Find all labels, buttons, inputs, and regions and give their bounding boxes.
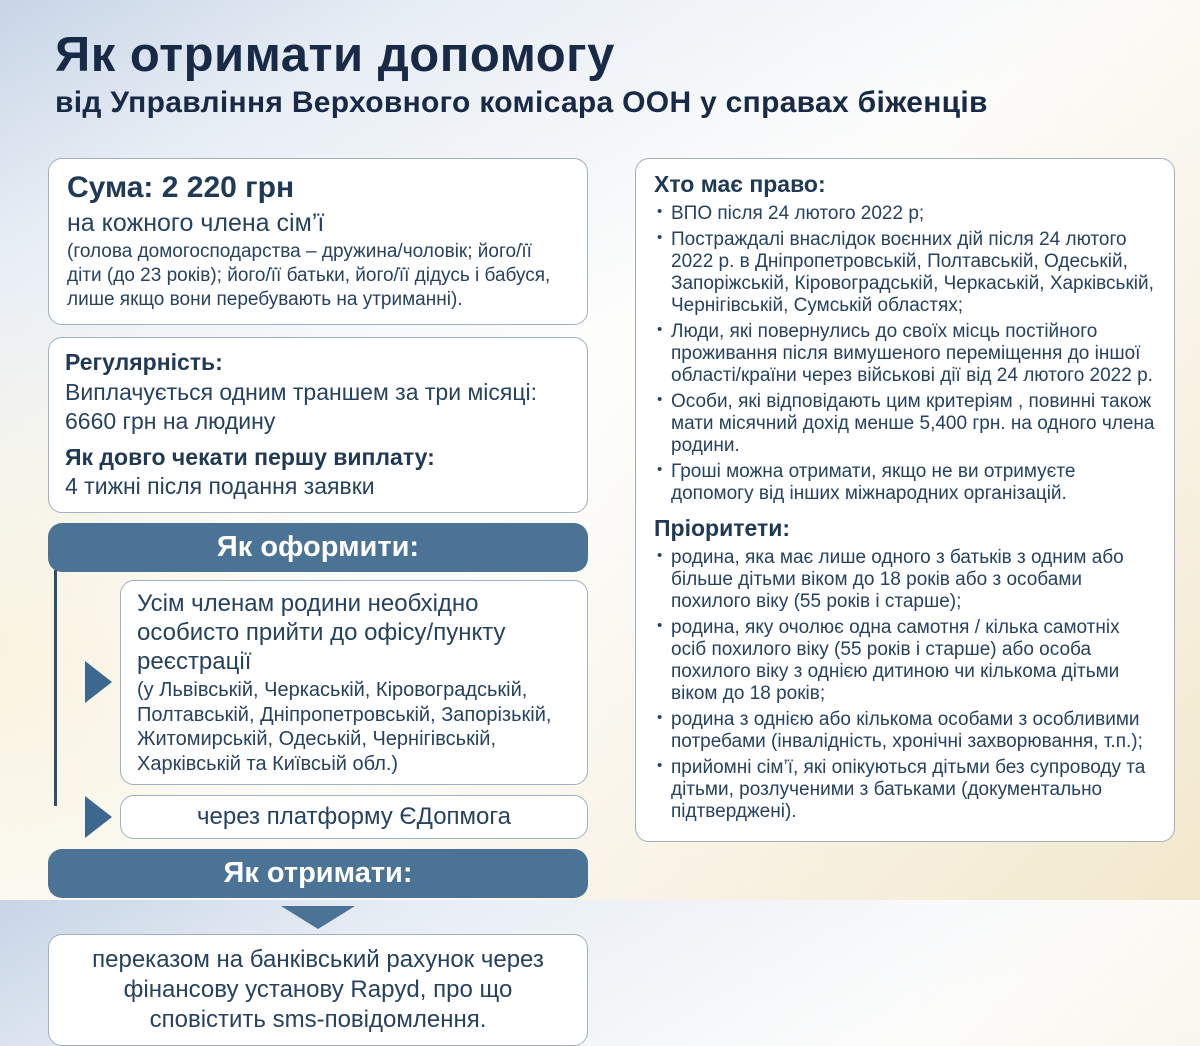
priority-item: • родина, яку очолює одна самотня / кілька самотніх осіб похилого віку (55 років і старше) або особа похилого віку з однією дитиною чи кількома дітьми віком до 18 років; bbox=[654, 617, 1156, 705]
apply-step2-card: через платформу ЄДопмога bbox=[120, 795, 588, 839]
left-column bbox=[48, 158, 588, 1046]
eligibility-heading: Хто має право: bbox=[654, 171, 826, 197]
right-panel bbox=[635, 158, 1175, 842]
eligibility-item: • Люди, які повернулись до своїх місць постійного проживання після вимушеного переміщення до іншої області/країни через військові дії від 24 лютого 2022 р. bbox=[654, 321, 1156, 387]
apply-step1-main: Усім членам родини необхідно особисто прийти до офісу/пункту реєстрації bbox=[137, 589, 506, 676]
regularity-card bbox=[48, 337, 588, 512]
priority-item: • родина, яка має лише одного з батьків з одним або більше дітьми віком до 18 років або з особами похилого віку (55 років і старше); bbox=[654, 547, 1156, 613]
eligibility-item: • Гроші можна отримати, якщо не ви отримуєте допомогу від інших міжнародних організацій. bbox=[654, 461, 1156, 505]
header bbox=[55, 30, 1165, 119]
amount-note: (голова домогосподарства – дружина/чоловік; його/її діти (до 23 років); його/її батьки, його/її дідусь і бабуся, лише якщо вони перебувають на утриманні). bbox=[67, 241, 551, 311]
amount-title: Сума: 2 220 грн bbox=[67, 171, 295, 204]
amount-subtitle: на кожного члена сім’ї bbox=[67, 209, 325, 237]
eligibility-item: • Постраждалі внаслідок воєнних дій після 24 лютого 2022 р. в Дніпропетровській, Полтавській, Одеській, Запоріжській, Кіровоградській, Черкаській, Харківській, Чернігівській, Сумській областях; bbox=[654, 229, 1156, 317]
priority-item: • родина з однією або кількома особами з особливими потребами (інвалідність, хронічні захворювання, т.п.); bbox=[654, 709, 1156, 753]
arrow-right-icon bbox=[85, 796, 112, 838]
wait-text: 4 тижні після подання заявки bbox=[65, 473, 375, 500]
apply-step1-card bbox=[120, 580, 588, 785]
priority-item: • прийомні сім’ї, які опікуються дітьми без супроводу та дітьми, розлученими з батьками (документально підтверджені). bbox=[654, 757, 1156, 823]
priorities-heading: Пріоритети: bbox=[654, 515, 791, 542]
receive-card: переказом на банківський рахунок через фінансову установу Rapyd, про що сповістить sms-повідомлення. bbox=[48, 934, 588, 1046]
regularity-heading: Регулярність: bbox=[65, 349, 223, 376]
receive-section-bar: Як отримати: bbox=[48, 849, 588, 898]
arrow-right-icon bbox=[85, 661, 112, 703]
priorities-list bbox=[654, 547, 1156, 823]
regularity-text: Виплачується одним траншем за три місяці: 6660 грн на людину bbox=[65, 378, 537, 435]
eligibility-item: • Особи, які відповідають цим критеріям , повинні також мати місячний дохід менше 5,400 грн. на одного члена родини. bbox=[654, 391, 1156, 457]
apply-step-row bbox=[85, 795, 588, 839]
apply-flow bbox=[48, 580, 588, 839]
eligibility-list bbox=[654, 203, 1156, 505]
wait-heading: Як довго чекати першу виплату: bbox=[65, 443, 435, 470]
page-title: Як отримати допомогу bbox=[55, 28, 615, 82]
eligibility-item: • ВПО після 24 лютого 2022 р; bbox=[654, 203, 1156, 225]
arrow-down-icon bbox=[281, 906, 355, 929]
apply-step-row bbox=[85, 580, 588, 785]
page-subtitle: від Управління Верховного комісара ООН у справах біженців bbox=[55, 85, 988, 119]
amount-card bbox=[48, 158, 588, 325]
apply-step1-note: (у Львівській, Черкаській, Кіровоградській, Полтавській, Дніпропетровській, Запорізькій, Житомирській, Одеській, Чернігівській, Харківській та Київсьій обл.) bbox=[137, 679, 552, 775]
apply-section-bar: Як оформити: bbox=[48, 523, 588, 572]
